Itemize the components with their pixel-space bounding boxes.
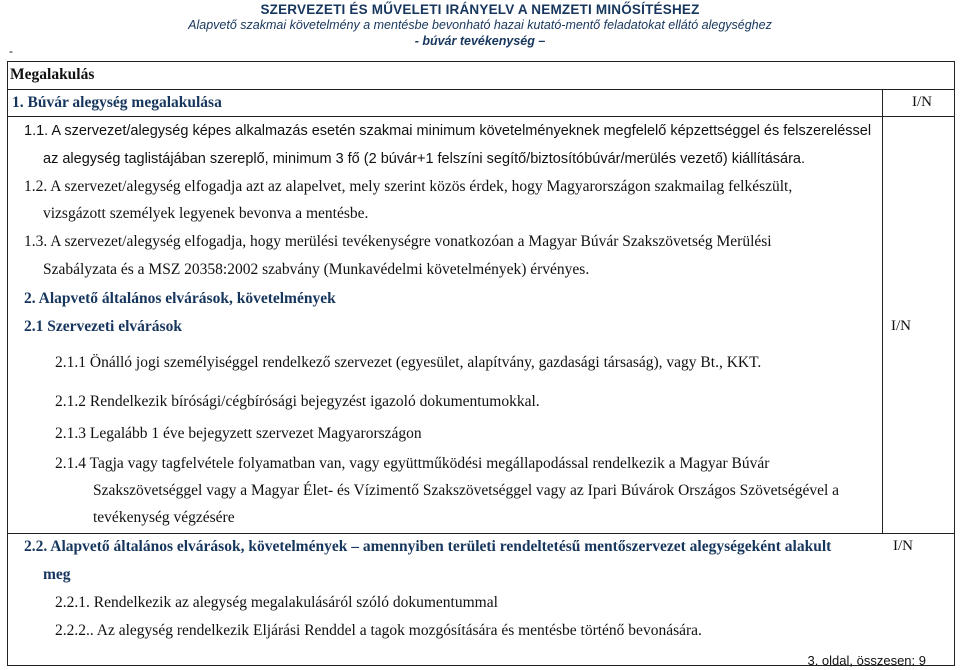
item-2-1-2: 2.1.2 Rendelkezik bírósági/cégbírósági bejegyzést igazoló dokumentumokkal.	[55, 393, 540, 410]
item-2-2-1: 2.2.1. Rendelkezik az alegység megalakulásáról szóló dokumentummal	[55, 594, 498, 611]
item-1-3-line1: 1.3. A szervezet/alegység elfogadja, hogy merülési tevékenységre vonatkozóan a Magyar Búvár Szakszövetség Merülési	[24, 233, 772, 250]
section-2-2-code: I/N	[893, 538, 913, 554]
section-2-2-title-line1: 2.2. Alapvető általános elvárások, követelmények – amennyiben területi rendeltetésű mentőszervezet alegységeként alakult	[24, 538, 832, 555]
row-divider	[7, 533, 955, 534]
item-2-1-4-line1: 2.1.4 Tagja vagy tagfelvétele folyamatban van, vagy együttműködési megállapodással rendelkezik a Magyar Búvár	[55, 455, 770, 472]
item-2-1-1: 2.1.1 Önálló jogi személyiséggel rendelkező szervezet (egyesület, alapítvány, gazdasági társaság), vagy Bt., KKT.	[55, 354, 762, 371]
item-2-1-4-line3: tevékenység végzésére	[93, 509, 235, 526]
document-topic: - búvár tevékenység –	[414, 34, 546, 48]
row-code-1: I/N	[912, 94, 932, 110]
document-title: SZERVEZETI ÉS MŰVELETI IRÁNYELV A NEMZETI MINŐSÍTÉSHEZ	[260, 2, 700, 17]
item-1-3-line2: Szabályzata és a MSZ 20358:2002 szabvány (Munkavédelmi követelmények) érvényes.	[43, 261, 590, 278]
section-2-title: 2. Alapvető általános elvárások, követelmények	[24, 290, 336, 307]
item-1-2-line2: vizsgázott személyek legyenek bevonva a mentésbe.	[43, 205, 369, 222]
row-divider	[7, 89, 955, 90]
item-2-1-3: 2.1.3 Legalább 1 éve bejegyzett szervezet Magyarországon	[55, 425, 422, 442]
document-subtitle: Alapvető szakmai követelmény a mentésbe bevonható hazai kutató-mentő feladatokat ellátó alegységhez	[188, 18, 772, 32]
section-header: Megalakulás	[10, 66, 95, 83]
row-title-1: 1. Búvár alegység megalakulása	[12, 94, 222, 111]
item-1-1-line2: az alegység taglistájában szereplő, minimum 3 fő (2 búvár+1 felszíni segítő/biztosítóbúvár/merülés vezető) kiállítására.	[43, 151, 806, 167]
page-number: 3. oldal, összesen: 9	[807, 653, 926, 668]
item-1-2-line1: 1.2. A szervezet/alegység elfogadja azt az alapelvet, mely szerint közös érdek, hogy Magyarországon szakmailag felkészült,	[24, 178, 793, 195]
column-divider	[882, 89, 883, 533]
section-2-1-title: 2.1 Szervezeti elvárások	[24, 318, 182, 335]
item-2-2-2: 2.2.2.. Az alegység rendelkezik Eljárási Renddel a tagok mozgósítására és mentésbe történő bevonására.	[55, 622, 702, 639]
row-divider	[7, 116, 955, 117]
item-1-1-line1: 1.1. A szervezet/alegység képes alkalmazás esetén szakmai minimum követelményeknek megfelelő képzettséggel és felszereléssel	[24, 123, 872, 139]
section-2-1-code: I/N	[891, 318, 911, 334]
item-2-1-4-line2: Szakszövetséggel vagy a Magyar Élet- és Vízimentő Szakszövetséggel vagy az Ipari Búvárok Országos Szövetségével a	[93, 482, 840, 499]
section-2-2-title-line2: meg	[43, 566, 71, 583]
list-dash: -	[9, 44, 13, 58]
